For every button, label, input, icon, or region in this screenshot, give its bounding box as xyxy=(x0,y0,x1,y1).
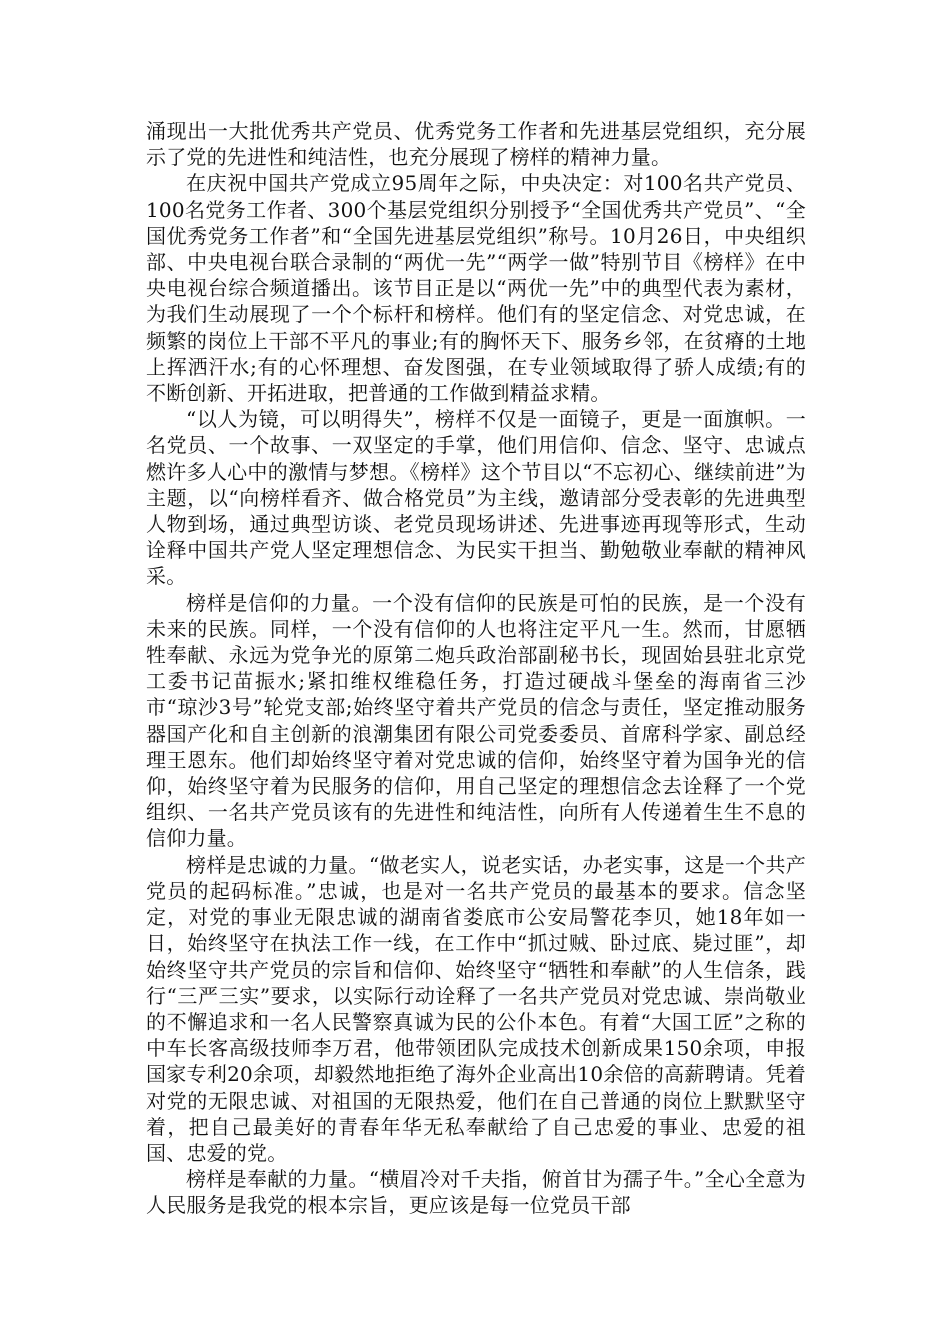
paragraph-dedication: 榜样是奉献的力量。“横眉冷对千夫指，俯首甘为孺子牛。”全心全意为人民服务是我党的根本宗旨，更应该是每一位党员干部 xyxy=(146,1167,806,1218)
paragraph-loyalty: 榜样是忠诚的力量。“做老实人，说老实话，办老实事，这是一个共产党员的起码标准。”忠诚，也是对一名共产党员的最基本的要求。信念坚定，对党的事业无限忠诚的湖南省娄底市公安局警花李贝，她18年如一日，始终坚守在执法工作一线，在工作中“抓过贼、卧过底、毙过匪”，却始终坚守共产党员的宗旨和信仰、始终坚守“牺牲和奉献”的人生信条，践行“三严三实”要求，以实际行动诠释了一名共产党员对党忠诚、崇尚敬业的不懈追求和一名人民警察真诚为民的公仆本色。有着“大国工匠”之称的中车长客高级技师李万君，他带领团队完成技术创新成果150余项，申报国家专利20余项，却毅然地拒绝了海外企业高出10余倍的高薪聘请。凭着对党的无限忠诚、对祖国的无限热爱，他们在自己普通的岗位上默默坚守着，把自己最美好的青春年华无私奉献给了自己忠爱的事业、忠爱的祖国、忠爱的党。 xyxy=(146,852,806,1165)
paragraph-celebration: 在庆祝中国共产党成立95周年之际，中央决定：对100名共产党员、100名党务工作者、300个基层党组织分别授予“全国优秀共产党员”、“全国优秀党务工作者”和“全国先进基层党组织”称号。10月26日，中央组织部、中央电视台联合录制的“两优一先”“两学一做”特别节目《榜样》在中央电视台综合频道播出。该节目正是以“两优一先”中的典型代表为素材，为我们生动展现了一个个标杆和榜样。他们有的坚定信念、对党忠诚，在频繁的岗位上干部不平凡的事业;有的胸怀天下、服务乡邻，在贫瘠的土地上挥洒汗水;有的心怀理想、奋发图强，在专业领域取得了骄人成绩;有的不断创新、开拓进取，把普通的工作做到精益求精。 xyxy=(146,171,806,406)
document-page xyxy=(146,118,806,1219)
paragraph-continuation: 涌现出一大批优秀共产党员、优秀党务工作者和先进基层党组织，充分展示了党的先进性和纯洁性，也充分展现了榜样的精神力量。 xyxy=(146,119,806,170)
paragraph-mirror: “以人为镜，可以明得失”，榜样不仅是一面镜子，更是一面旗帜。一名党员、一个故事、一双坚定的手掌，他们用信仰、信念、坚守、忠诚点燃许多人心中的激情与梦想。《榜样》这个节目以“不忘初心、继续前进”为主题，以“向榜样看齐、做合格党员”为主线，邀请部分受表彰的先进典型人物到场，通过典型访谈、老党员现场讲述、先进事迹再现等形式，生动诠释中国共产党人坚定理想信念、为民实干担当、勤勉敬业奉献的精神风采。 xyxy=(146,407,806,589)
paragraph-faith: 榜样是信仰的力量。一个没有信仰的民族是可怕的民族，是一个没有未来的民族。同样，一个没有信仰的人也将注定平凡一生。然而，甘愿牺牲奉献、永远为党争光的原第二炮兵政治部副秘书长，现固始县驻北京党工委书记苗振水;紧扣维权维稳任务，打造过硬战斗堡垒的海南省三沙市“琼沙3号”轮党支部;始终坚守着共产党员的信念与责任，坚定推动服务器国产化和自主创新的浪潮集团有限公司党委委员、首席科学家、副总经理王恩东。他们却始终坚守着对党忠诚的信仰，始终坚守着为国争光的信仰，始终坚守着为民服务的信仰，用自己坚定的理想信念去诠释了一个党组织、一名共产党员该有的先进性和纯洁性，向所有人传递着生生不息的信仰力量。 xyxy=(146,590,806,851)
